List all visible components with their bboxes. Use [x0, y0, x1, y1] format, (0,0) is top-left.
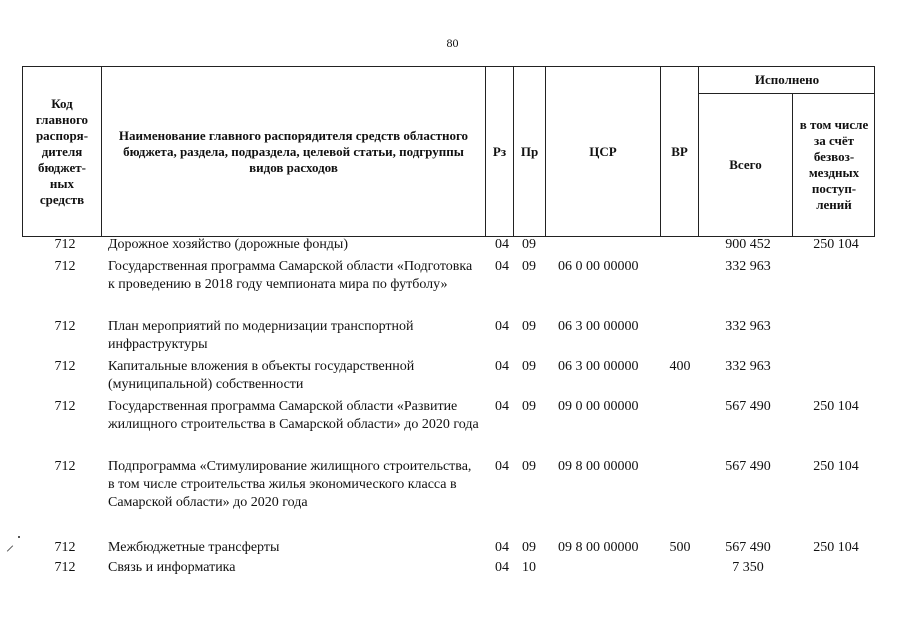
cell-rz: 04	[495, 259, 509, 274]
cell-code: 712	[54, 259, 76, 274]
header-executed: Исполнено	[754, 72, 820, 87]
cell-rz: 04	[495, 237, 509, 252]
cell-code: 712	[54, 459, 76, 474]
cell-total: 567 490	[725, 459, 771, 474]
cell-total: 567 490	[725, 399, 771, 414]
header-rz: Рз	[492, 143, 507, 159]
cell-free: 250 104	[813, 399, 859, 414]
scan-artifact	[7, 545, 13, 551]
cell-rz: 04	[495, 560, 509, 575]
cell-pr: 09	[522, 319, 536, 334]
header-csr: ЦСР	[589, 143, 617, 159]
cell-pr: 09	[522, 399, 536, 414]
cell-code: 712	[54, 399, 76, 414]
cell-rz: 04	[495, 459, 509, 474]
header-free: в том числе за счёт безвоз- мездных поступ- лений	[799, 117, 869, 212]
cell-name: Подпрограмма «Стимулирование жилищного строительства, в том числе строительства жилья экономического класса в Самарской области» до 2020 года	[108, 459, 472, 510]
cell-pr: 09	[522, 359, 536, 374]
cell-code: 712	[54, 560, 76, 575]
cell-rz: 04	[495, 319, 509, 334]
header-total: Всего	[729, 157, 762, 172]
cell-pr: 09	[522, 540, 536, 555]
cell-total: 900 452	[725, 237, 771, 252]
cell-free: 250 104	[813, 237, 859, 252]
cell-name: Государственная программа Самарской области «Подготовка к проведению в 2018 году чемпионата мира по футболу»	[108, 259, 473, 292]
cell-code: 712	[54, 237, 76, 252]
cell-rz: 04	[495, 399, 509, 414]
cell-total: 567 490	[725, 540, 771, 555]
cell-total: 332 963	[725, 259, 771, 274]
cell-free: 250 104	[813, 540, 859, 555]
cell-csr: 06 3 00 00000	[558, 319, 639, 334]
header-code: Код главного распоря- дителя бюджет- ных средств	[35, 95, 89, 207]
cell-vr: 500	[669, 540, 691, 555]
cell-csr: 09 8 00 00000	[558, 459, 639, 474]
cell-csr: 09 8 00 00000	[558, 540, 639, 555]
cell-vr: 400	[669, 359, 691, 374]
cell-name: Капитальные вложения в объекты государственной (муниципальной) собственности	[108, 359, 415, 392]
cell-code: 712	[54, 540, 76, 555]
cell-csr: 06 0 00 00000	[558, 259, 639, 274]
cell-total: 7 350	[732, 560, 764, 575]
cell-pr: 09	[522, 459, 536, 474]
page-number: 80	[446, 36, 459, 50]
cell-name: Межбюджетные трансферты	[108, 540, 280, 555]
cell-name: План мероприятий по модернизации транспортной инфраструктуры	[108, 319, 414, 352]
scan-artifact	[18, 536, 20, 538]
cell-pr: 09	[522, 237, 536, 252]
cell-pr: 09	[522, 259, 536, 274]
cell-total: 332 963	[725, 319, 771, 334]
cell-csr: 09 0 00 00000	[558, 399, 639, 414]
cell-code: 712	[54, 319, 76, 334]
cell-rz: 04	[495, 359, 509, 374]
cell-name: Государственная программа Самарской области «Развитие жилищного строительства в Самарской области» до 2020 года	[108, 399, 479, 432]
cell-total: 332 963	[725, 359, 771, 374]
cell-pr: 10	[522, 560, 536, 575]
cell-code: 712	[54, 359, 76, 374]
cell-name: Связь и информатика	[108, 560, 236, 575]
header-vr: ВР	[671, 143, 688, 159]
cell-name: Дорожное хозяйство (дорожные фонды)	[108, 237, 349, 252]
cell-rz: 04	[495, 540, 509, 555]
header-name: Наименование главного распорядителя средств областного бюджета, раздела, подраздела, целевой статьи, подгруппы видов расходов	[118, 127, 469, 175]
cell-csr: 06 3 00 00000	[558, 359, 639, 374]
cell-free: 250 104	[813, 459, 859, 474]
header-pr: Пр	[520, 143, 539, 159]
